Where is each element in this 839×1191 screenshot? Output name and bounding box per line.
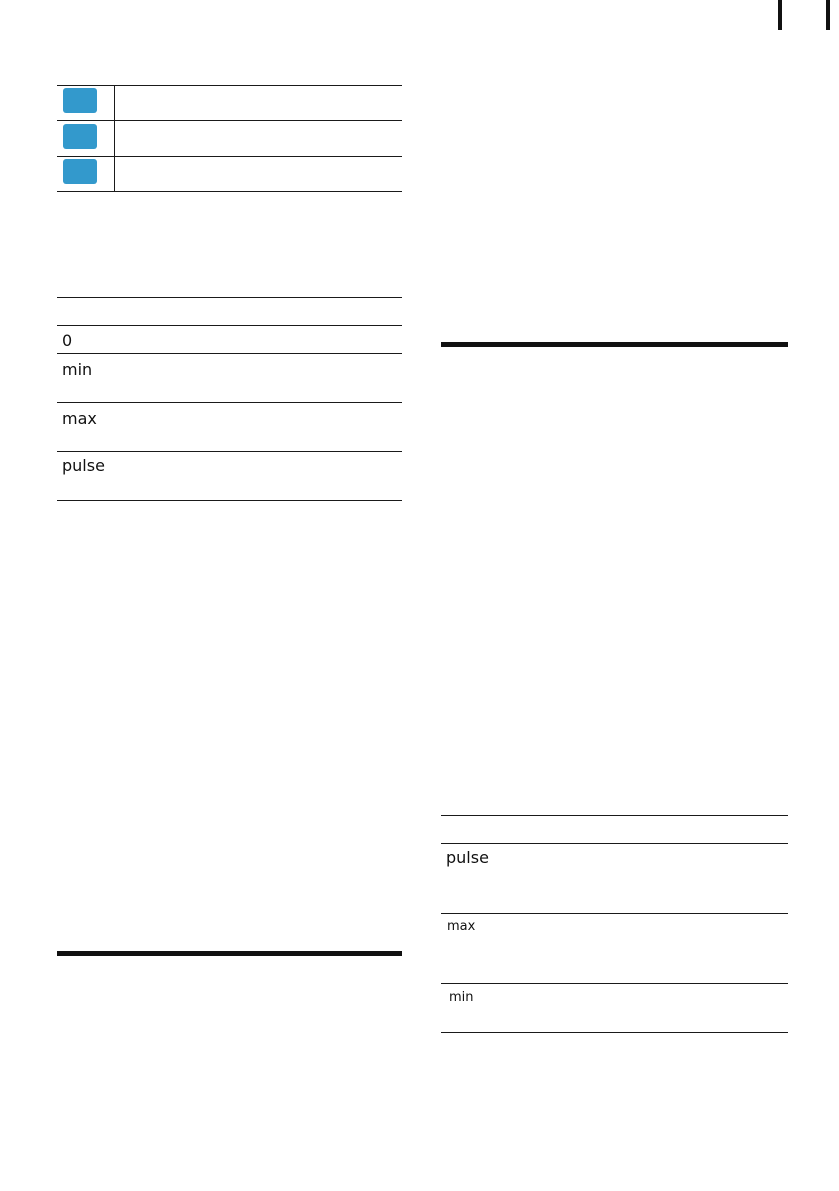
table-rule: [57, 451, 402, 452]
crop-mark-right: [826, 0, 830, 30]
table-rule: [57, 353, 402, 354]
mode-swatch-icon: [63, 124, 97, 149]
speed-label: min: [62, 360, 93, 379]
speed-label: max: [447, 919, 476, 934]
table-rule: [57, 500, 402, 501]
mode-swatch-icon: [63, 88, 97, 113]
table-rule: [57, 402, 402, 403]
speed-label: pulse: [446, 848, 489, 867]
table-rule: [441, 815, 788, 816]
table-rule: [441, 983, 788, 984]
section-rule: [441, 342, 788, 347]
table-rule: [57, 297, 402, 298]
table-rule: [57, 191, 402, 192]
speed-label: max: [62, 409, 97, 428]
table-rule: [57, 156, 402, 157]
table-rule: [441, 843, 788, 844]
speed-label: 0: [62, 331, 73, 350]
column-divider: [114, 85, 115, 192]
table-rule: [57, 120, 402, 121]
mode-swatch-icon: [63, 159, 97, 184]
speed-label: pulse: [62, 456, 105, 475]
section-rule: [57, 951, 402, 956]
speed-label: min: [449, 990, 474, 1005]
table-rule: [57, 85, 402, 86]
table-rule: [57, 325, 402, 326]
crop-mark-left: [778, 0, 782, 30]
table-rule: [441, 1032, 788, 1033]
table-rule: [441, 913, 788, 914]
